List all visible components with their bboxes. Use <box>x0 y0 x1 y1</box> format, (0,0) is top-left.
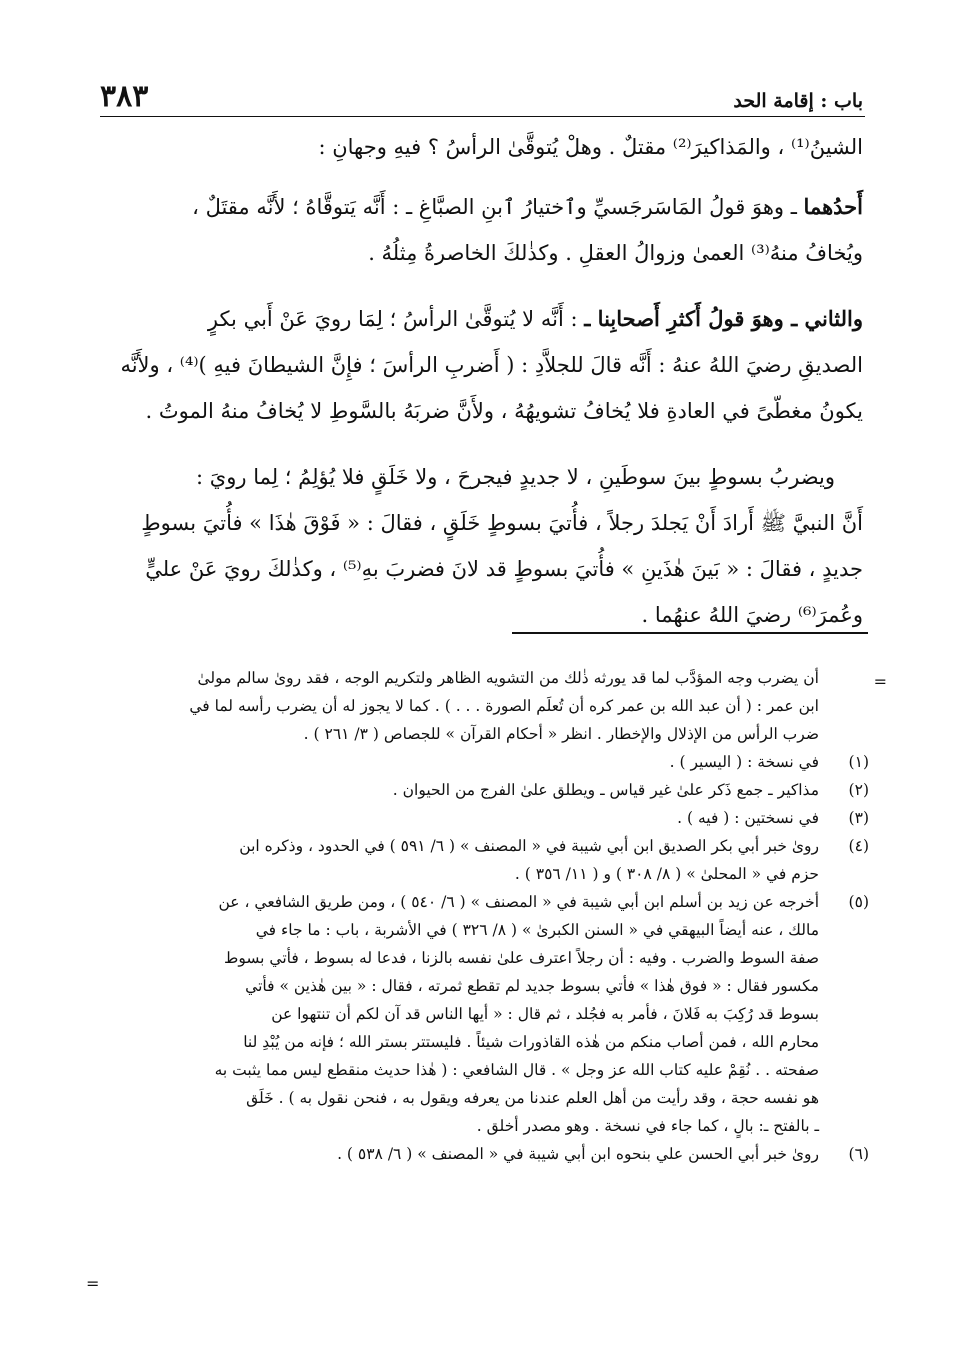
footnote-6: (٦) روىٰ خبر أبي الحسن علي بنحوه ابن أبي شيبة في « المصنف » ( ٦/ ٥٣٨ ) . <box>337 1145 869 1163</box>
text-line: جديدٍ ، فقالَ : « بَينَ هٰذَينِ » فأُتيَ بسوطٍ قد لانَ فضربَ بهِ⁽⁵⁾ ، وكذٰلكَ رويَ عَنْ عليٍّ <box>145 557 863 581</box>
running-header <box>100 78 863 112</box>
footnote-line: حزم في « المحلىٰ » ( ٨/ ٣٠٨ ) و ( ١١/ ٣٥٦ ) . <box>514 865 819 883</box>
footnote-line: محارم الله ، فمن أصاب منكم من هٰذه القاذورات شيئاً . فليستتر بستر الله ؛ فإنه من يُبْدِ لنا <box>243 1033 819 1051</box>
text-line: أَحدُهما ـ وهوَ قولُ المَاسَرجَسيِّ وٱختيارُ ٱبنِ الصبَّاغِ ـ : أَنَّه يَتوقَّاهُ ؛ لأَنَّه مقتَلٌ ، <box>192 194 863 219</box>
page-number: ٣٨٣ <box>100 79 149 114</box>
text-line: ويُخافُ منهُ⁽³⁾ العمىٰ وزوالُ العقلِ . وكذٰلكَ الخاصرةُ مِثلُهُ . <box>368 241 863 265</box>
footnote-line: صفة السوط والضرب . وفيه : أن رجلاً اعترف علىٰ نفسه بالزنا ، فدعا له بسوط ، فأتي بسوط <box>223 949 819 967</box>
footnote-line: هو نفسه حجة ، وقد رأيت من أهل العلم عندنا من يعرفه ويقول به ، فنحن نقول به ) . خَلَق <box>246 1089 819 1107</box>
footnote-line: ابن عمر : ( أن عبد الله بن عمر كره أن تُعلَم الصورة . . . ) . كما لا يجوز له أن يضرب رأسه لما في <box>189 697 819 715</box>
footnote-line: صفحته . . نُقِمْ عليه كتاب الله عز وجل » . قال الشافعي : ( هٰذا حديث منقطع ليس مما يثبت به <box>214 1061 819 1079</box>
footnote-line: أن يضرب وجه المؤدَّب لما قد يورثه ذٰلك من التشويه الظاهر ولتكريم الوجه ، فقد روىٰ سالم مولىٰ <box>197 669 819 687</box>
end-marker: = <box>86 1274 100 1293</box>
footnote-3: (٣) في نسختين : ( فيه ) . <box>677 809 869 827</box>
footnote-2: (٢) مذاكير ـ جمع ذَكر علىٰ غير قياس ـ ويطلق علىٰ الفرج من الحيوان . <box>392 781 869 799</box>
text-line: الصديقِ رضيَ اللهُ عنهُ : أَنَّه قالَ للجلاَّدِ : ( أَضربِ الرأسَ ؛ فإِنَّ الشيطانَ فيهِ )⁽⁴⁾ ، ولأَنَّه <box>120 353 863 377</box>
footnote-line: ـ بالفتح ـ: بالٍ ، كما جاء في نسخة . وهو مصدر أخلق . <box>476 1117 819 1135</box>
text-line: أَنَّ النبيَّ ﷺ أَرادَ أَنْ يَجلدَ رجلاً ، فأُتيَ بسوطٍ خَلَقٍ ، فقالَ : « فَوْقَ هٰذَا » فأُتيَ بسوطٍ <box>141 511 863 535</box>
footnote-line: بسوط قد رُكِبَ به فَلانَ ، فأمر به فجُلد ، ثم قال : « أيها الناس قد آن لكم أن تنتهوا عن <box>271 1005 819 1023</box>
chapter-title: باب : إقامة الحد <box>733 90 863 112</box>
text-line: الشينُ⁽¹⁾ ، والمَذاكيرَ⁽²⁾ مقتلٌ . وهلْ يُتوقَّىٰ الرأسُ ؟ فيهِ وجهانِ : <box>318 135 863 159</box>
text-line: والثاني ـ وهوَ قولُ أَكثرِ أَصحابِنا ـ : أَنَّه لا يُتوقَّىٰ الرأسُ ؛ لِمَا رويَ عَنْ أَبي بكرٍ <box>207 306 863 331</box>
footnotes <box>95 664 869 1168</box>
footnote-1: (١) في نسخة : ( اليسير ) . <box>669 753 869 771</box>
footnote-line: ضرب الرأس من الإذلال والإخطار . انظر « أحكام القرآن » للجصاص ( ٣/ ٢٦١ ) . <box>303 725 819 743</box>
footnote-4: (٤) روىٰ خبر أبي بكر الصديق ابن أبي شيبة في « المصنف » ( ٦/ ٥٩١ ) في الحدود ، وذكره ابن <box>239 837 869 855</box>
text-line: وعُمرَ⁽⁶⁾ رضيَ اللهُ عنهُما . <box>641 603 863 627</box>
footnote-rule <box>512 632 868 634</box>
footnote-line: مالك ، عنه أيضاً البيهقي في « السنن الكبرىٰ » ( ٨/ ٣٢٦ ) في الأشربة ، باب : ما جاء في <box>255 921 819 939</box>
text-line: يكونُ مغطّىً في العادةِ فلا يُخافُ تشويهُهُ ، ولأَنَّ ضربَهُ بالسَّوطِ لا يُخافُ منهُ الموتُ . <box>145 399 863 423</box>
main-text <box>98 122 863 636</box>
footnote-5: (٥) أخرجه عن زيد بن أسلم ابن أبي شيبة في « المصنف » ( ٦/ ٥٤٠ ) ، ومن طريق الشافعي ، عن <box>218 893 869 911</box>
header-rule <box>100 116 865 117</box>
text-line: ويضربُ بسوطٍ بينَ سوطَينِ ، لا جديدٍ فيجرحَ ، ولا خَلَقٍ فلا يُؤلِمُ ؛ لِما رويَ : <box>196 465 835 489</box>
continuation-marker: = <box>873 672 887 691</box>
footnote-line: مكسور فقال : « فوق هٰذا » فأتي بسوط جديد لم تقطع ثمرته ، فقال : « بين هٰذين » فأتي <box>245 977 819 995</box>
